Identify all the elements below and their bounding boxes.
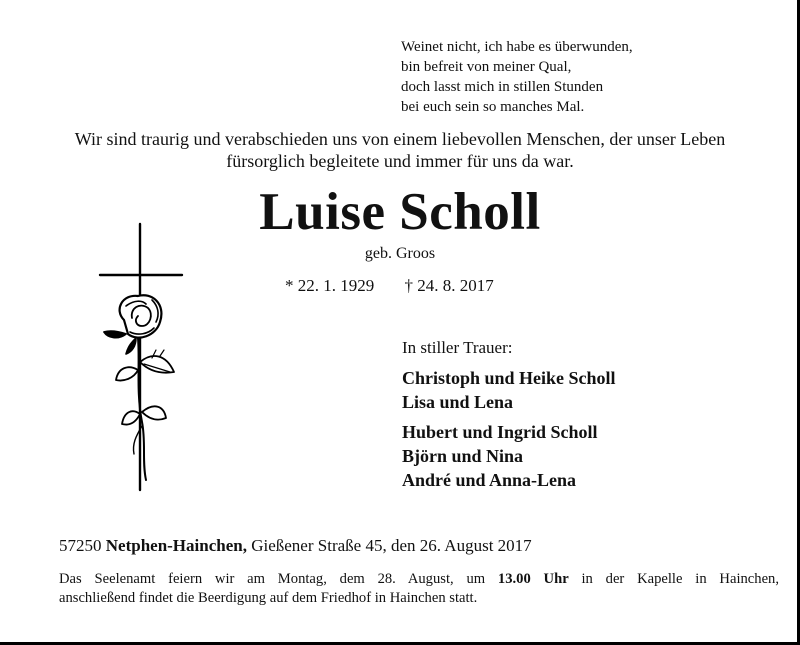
service-time: 13.00 Uhr — [497, 571, 569, 587]
mourners-list — [402, 366, 616, 498]
family-group — [402, 366, 616, 414]
mourner-line: André und Anna-Lena — [402, 470, 577, 490]
poem-line: Weinet nicht, ich habe es überwunden, — [401, 39, 633, 55]
intro-line: fürsorglich begleitete und immer für uns da war. — [226, 151, 574, 171]
maiden-name: geb. Groos — [364, 245, 436, 262]
street-and-date: Gießener Straße 45, den 26. August 2017 — [251, 536, 532, 555]
notice-text: Das Seelenamt feiern wir am Montag, dem 28. August, um — [59, 571, 498, 587]
poem-line: bei euch sein so manches Mal. — [401, 99, 585, 115]
notice-line: anschließend findet die Beerdigung auf dem Friedhof in Hainchen statt. — [59, 590, 478, 606]
mourner-line: Björn und Nina — [402, 446, 524, 466]
mourner-line: Christoph und Heike Scholl — [402, 368, 616, 388]
poem-line: bin befreit von meiner Qual, — [401, 59, 572, 75]
mourning-label: In stiller Trauer: — [402, 338, 513, 357]
postal-code: 57250 — [59, 536, 102, 555]
memorial-poem — [401, 37, 633, 117]
town-name: Netphen-Hainchen, — [105, 536, 247, 555]
mourner-line: Lisa und Lena — [402, 392, 514, 412]
funeral-notice — [59, 570, 779, 608]
deceased-name: Luise Scholl — [259, 183, 541, 241]
intro-line: Wir sind traurig und verabschieden uns von einem liebevollen Menschen, der unser Leben — [74, 129, 726, 149]
family-group — [402, 420, 616, 492]
poem-line: doch lasst mich in stillen Stunden — [401, 79, 604, 95]
cross-with-rose-icon — [96, 222, 186, 492]
notice-text: in der Kapelle in Hainchen, — [568, 571, 779, 587]
birth-date: * 22. 1. 1929 — [285, 276, 375, 295]
notice-line — [59, 570, 779, 589]
address-line — [59, 535, 532, 557]
life-dates — [285, 275, 494, 297]
mourner-line: Hubert und Ingrid Scholl — [402, 422, 598, 442]
intro-text — [20, 128, 780, 172]
death-date: † 24. 8. 2017 — [404, 276, 494, 295]
